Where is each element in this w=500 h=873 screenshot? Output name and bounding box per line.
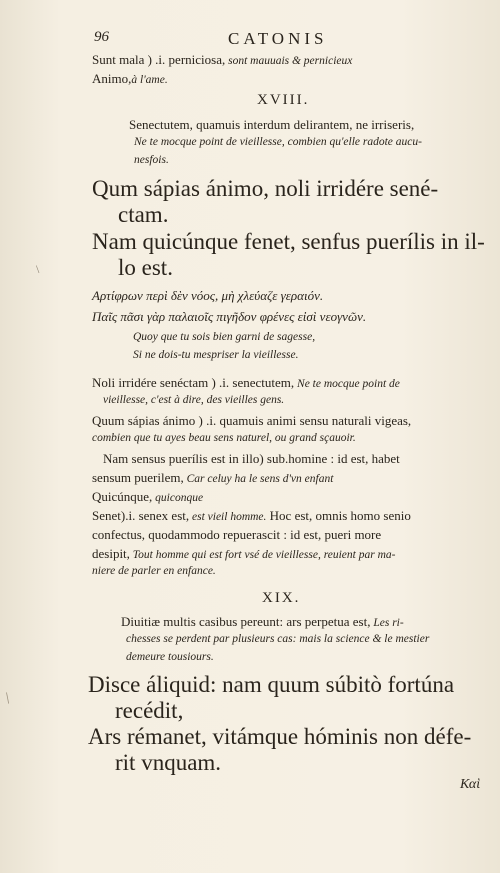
french-gloss: nesfois. (134, 154, 169, 166)
french-gloss: chesses se perdent par plusieurs cas: mais la science & le mestier (126, 633, 430, 645)
gloss-line: Diuitiæ multis casibus pereunt: ars perpetua est, Les ri- (121, 614, 404, 629)
greek-line: Παῖς πᾶσι γὰρ παλαιοῖς πιγῆδον φρένες εἰσὶ νεογνῶν. (92, 309, 367, 324)
verse-line: Ars rémanet, vitámque hóminis non défe- (88, 724, 472, 749)
verse-line: recédit, (115, 698, 184, 723)
french-verse: Quoy que tu sois bien garni de sagesse, (133, 331, 316, 343)
verse-line: ctam. (118, 202, 169, 227)
section-number: XVIII. (257, 92, 310, 108)
gloss-line: Senectutem, quamuis interdum delirantem, ne irriseris, (129, 117, 415, 132)
verse-line: lo est. (118, 255, 173, 280)
verse-line: Disce áliquid: nam quum súbitò fortúna (88, 672, 455, 697)
french-gloss: demeure tousiours. (126, 651, 214, 663)
french-verse: Si ne dois-tu mespriser la vieillesse. (133, 349, 299, 361)
catchword: Καὶ (460, 777, 481, 792)
commentary-line: Nam sensus puerílis est in illo) sub.homine : id est, habet (103, 451, 400, 466)
greek-line: Αρτίφρων περὶ δὲν νόος, μὴ χλεύαζε γεραιόν. (92, 288, 324, 303)
margin-mark: \ (36, 262, 40, 276)
margin-mark: / (1, 690, 15, 708)
french-gloss: Ne te mocque point de vieillesse, combien qu'elle radote aucu- (134, 136, 422, 148)
commentary-line: desipit, Tout homme qui est fort vsé de vieillesse, reuient par ma- (92, 546, 396, 561)
french-gloss: combien que tu ayes beau sens naturel, ou grand sçauoir. (92, 432, 356, 444)
page-number: 96 (94, 29, 109, 45)
commentary-line: Noli irridére senéctam ) .i. senectutem, Ne te mocque point de (92, 375, 400, 390)
french-gloss: vieillesse, c'est à dire, des vieilles gens. (103, 394, 285, 406)
french-gloss: niere de parler en enfance. (92, 565, 216, 577)
commentary-line: sensum puerilem, Car celuy ha le sens d'vn enfant (92, 470, 334, 485)
gloss-line: Sunt mala ) .i. perniciosa, sont mauuais & pernicieux (92, 52, 353, 67)
commentary-line: confectus, quodammodo repuerascit : id est, pueri more (92, 527, 382, 542)
commentary-line: Quicúnque, quiconque (92, 489, 204, 504)
gloss-line: Animo,à l'ame. (92, 71, 168, 86)
verse-line: Qum sápias ánimo, noli irridére sené- (92, 176, 439, 201)
verse-line: Nam quicúnque fenet, senfus puerílis in il- (92, 229, 485, 254)
verse-line: rit vnquam. (115, 750, 222, 775)
section-number: XIX. (262, 590, 301, 606)
commentary-line: Quum sápias ánimo ) .i. quamuis animi sensu naturali vigeas, (92, 413, 412, 428)
commentary-line: Senet).i. senex est, est vieil homme. Hoc est, omnis homo senio (92, 508, 411, 523)
running-head: CATONIS (228, 29, 328, 48)
